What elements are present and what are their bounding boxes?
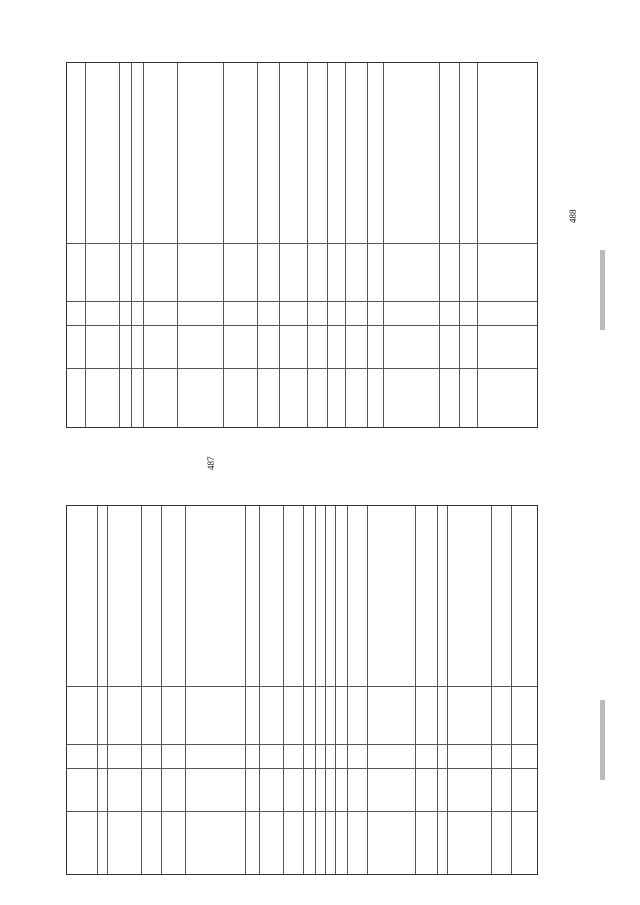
table-row-divider — [459, 63, 460, 427]
page-number-488: 488 — [568, 209, 578, 223]
table-row-divider — [383, 63, 384, 427]
table-row-divider — [245, 506, 246, 874]
table-column-divider — [67, 368, 537, 369]
table-column-divider — [67, 744, 537, 745]
table-row-divider — [439, 63, 440, 427]
table-row-divider — [415, 506, 416, 874]
table-row-divider — [85, 63, 86, 427]
table-row-divider — [107, 506, 108, 874]
table-row-divider — [141, 506, 142, 874]
table-row-divider — [511, 506, 512, 874]
footer-stamp-mark — [600, 250, 605, 330]
table-row-divider — [447, 506, 448, 874]
table-row-divider — [315, 506, 316, 874]
table-row-divider — [177, 63, 178, 427]
table-row-divider — [325, 506, 326, 874]
table-row-divider — [345, 63, 346, 427]
table-row-divider — [131, 63, 132, 427]
table-row-divider — [283, 506, 284, 874]
table-row-divider — [257, 63, 258, 427]
table-row-divider — [347, 506, 348, 874]
table-row-divider — [491, 506, 492, 874]
table-row-divider — [143, 63, 144, 427]
table-row-divider — [437, 506, 438, 874]
page-number-487: 487 — [206, 456, 216, 470]
table-row-divider — [367, 506, 368, 874]
footer-stamp-mark — [600, 700, 605, 780]
table-row-divider — [335, 506, 336, 874]
table-column-divider — [67, 768, 537, 769]
table-column-divider — [67, 686, 537, 687]
table-row-divider — [307, 63, 308, 427]
table-column-divider — [67, 301, 537, 302]
table-row-divider — [119, 63, 120, 427]
table-row-divider — [185, 506, 186, 874]
budget-table-page-487 — [66, 505, 538, 875]
table-row-divider — [327, 63, 328, 427]
table-row-divider — [303, 506, 304, 874]
budget-table-page-488 — [66, 62, 538, 428]
table-column-divider — [67, 325, 537, 326]
table-row-divider — [97, 506, 98, 874]
table-column-divider — [67, 243, 537, 244]
table-row-divider — [223, 63, 224, 427]
table-row-divider — [161, 506, 162, 874]
table-row-divider — [477, 63, 478, 427]
table-row-divider — [279, 63, 280, 427]
table-row-divider — [259, 506, 260, 874]
table-column-divider — [67, 811, 537, 812]
table-row-divider — [367, 63, 368, 427]
